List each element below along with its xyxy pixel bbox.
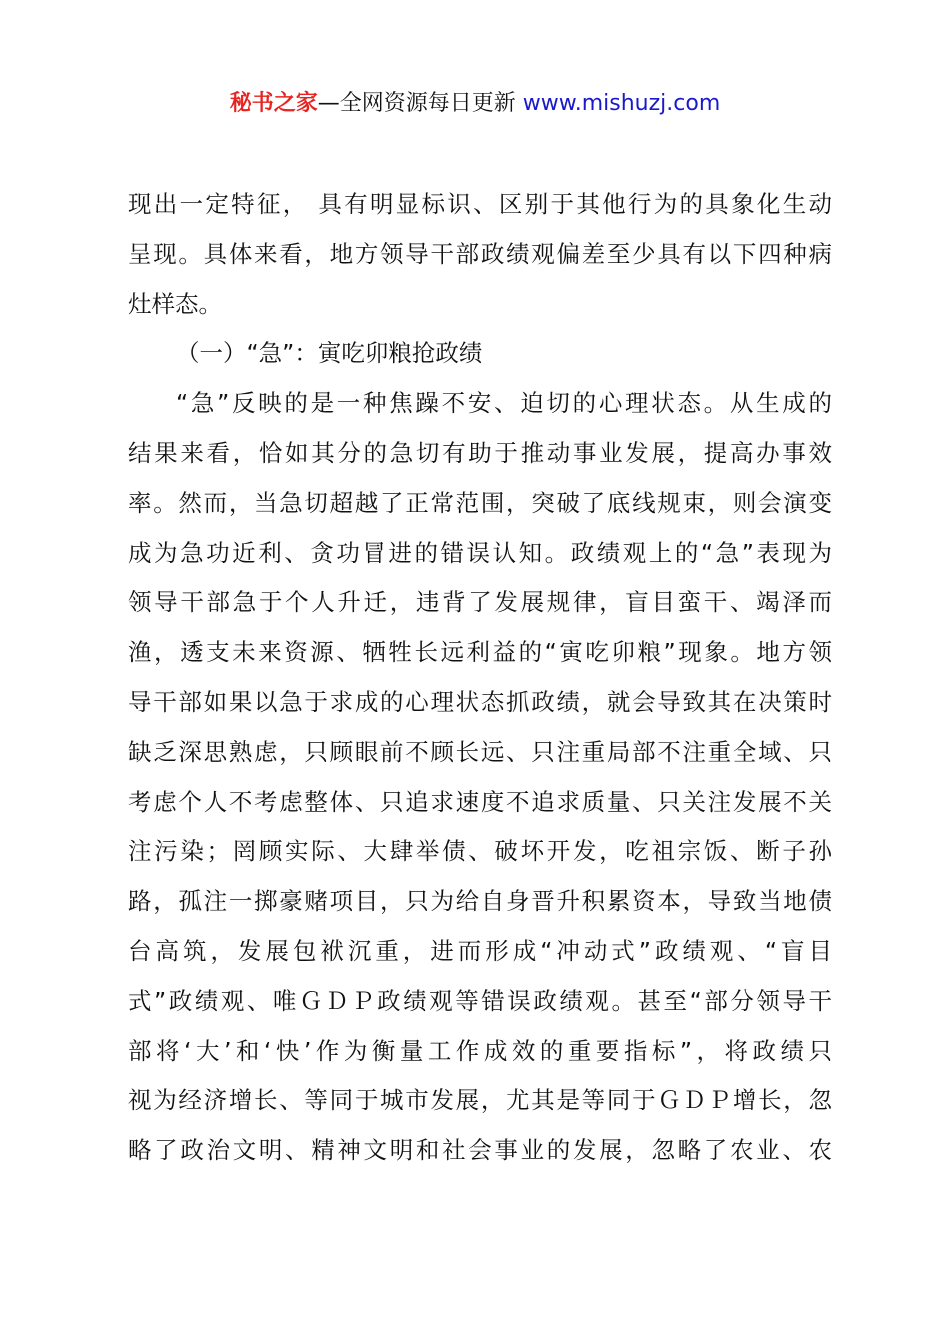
text-line: 率。然而，当急切超越了正常范围，突破了底线规束，则会演变 <box>128 488 832 517</box>
text-line: 领导干部急于个人升迁，违背了发展规律，盲目蛮干、竭泽而 <box>128 588 832 617</box>
header-slogan: —全网资源每日更新 <box>317 91 523 116</box>
text-line: 缺乏深思熟虑，只顾眼前不顾长远、只注重局部不注重全域、只 <box>128 737 832 766</box>
text-line: 渔，透支未来资源、牺牲长远利益的“寅吃卯粮”现象。地方领 <box>128 638 832 667</box>
section-heading: （一）“急”：寅吃卯粮抢政绩 <box>176 339 483 368</box>
text-line: 路，孤注一掷豪赌项目，只为给自身晋升积累资本，导致当地债 <box>128 887 832 916</box>
text-line: 现出一定特征， 具有明显标识、区别于其他行为的具象化生动 <box>128 190 832 218</box>
text-line: 成为急功近利、贪功冒进的错误认知。政绩观上的“急”表现为 <box>128 538 832 567</box>
text-line: 式”政绩观、唯ＧＤＰ政绩观等错误政绩观。甚至“部分领导干 <box>128 986 832 1015</box>
brand-name: 秘书之家 <box>229 91 318 116</box>
text-line: 台高筑，发展包袱沉重，进而形成“冲动式”政绩观、“盲目 <box>128 936 832 965</box>
text-line: “急”反映的是一种焦躁不安、迫切的心理状态。从生成的 <box>176 389 832 418</box>
text-line: 呈现。具体来看，地方领导干部政绩观偏差至少具有以下四种病 <box>128 239 832 268</box>
text-line: 考虑个人不考虑整体、只追求速度不追求质量、只关注发展不关 <box>128 787 832 816</box>
page-header <box>0 88 950 120</box>
text-line: 结果来看，恰如其分的急切有助于推动事业发展，提高办事效 <box>128 438 832 467</box>
website-link[interactable]: www.mishuzj.com <box>522 91 721 116</box>
text-line: 部将‘大’和‘快’作为衡量工作成效的重要指标”，将政绩只 <box>128 1036 832 1065</box>
document-body <box>128 184 832 1180</box>
text-line: 注污染；罔顾实际、大肆举债、破坏开发，吃祖宗饭、断子孙 <box>128 837 832 866</box>
text-line: 导干部如果以急于求成的心理状态抓政绩，就会导致其在决策时 <box>128 687 832 716</box>
text-line: 略了政治文明、精神文明和社会事业的发展，忽略了农业、农 <box>128 1136 832 1165</box>
text-line: 视为经济增长、等同于城市发展，尤其是等同于ＧＤＰ增长，忽 <box>128 1086 832 1115</box>
text-line: 灶样态。 <box>128 289 222 318</box>
